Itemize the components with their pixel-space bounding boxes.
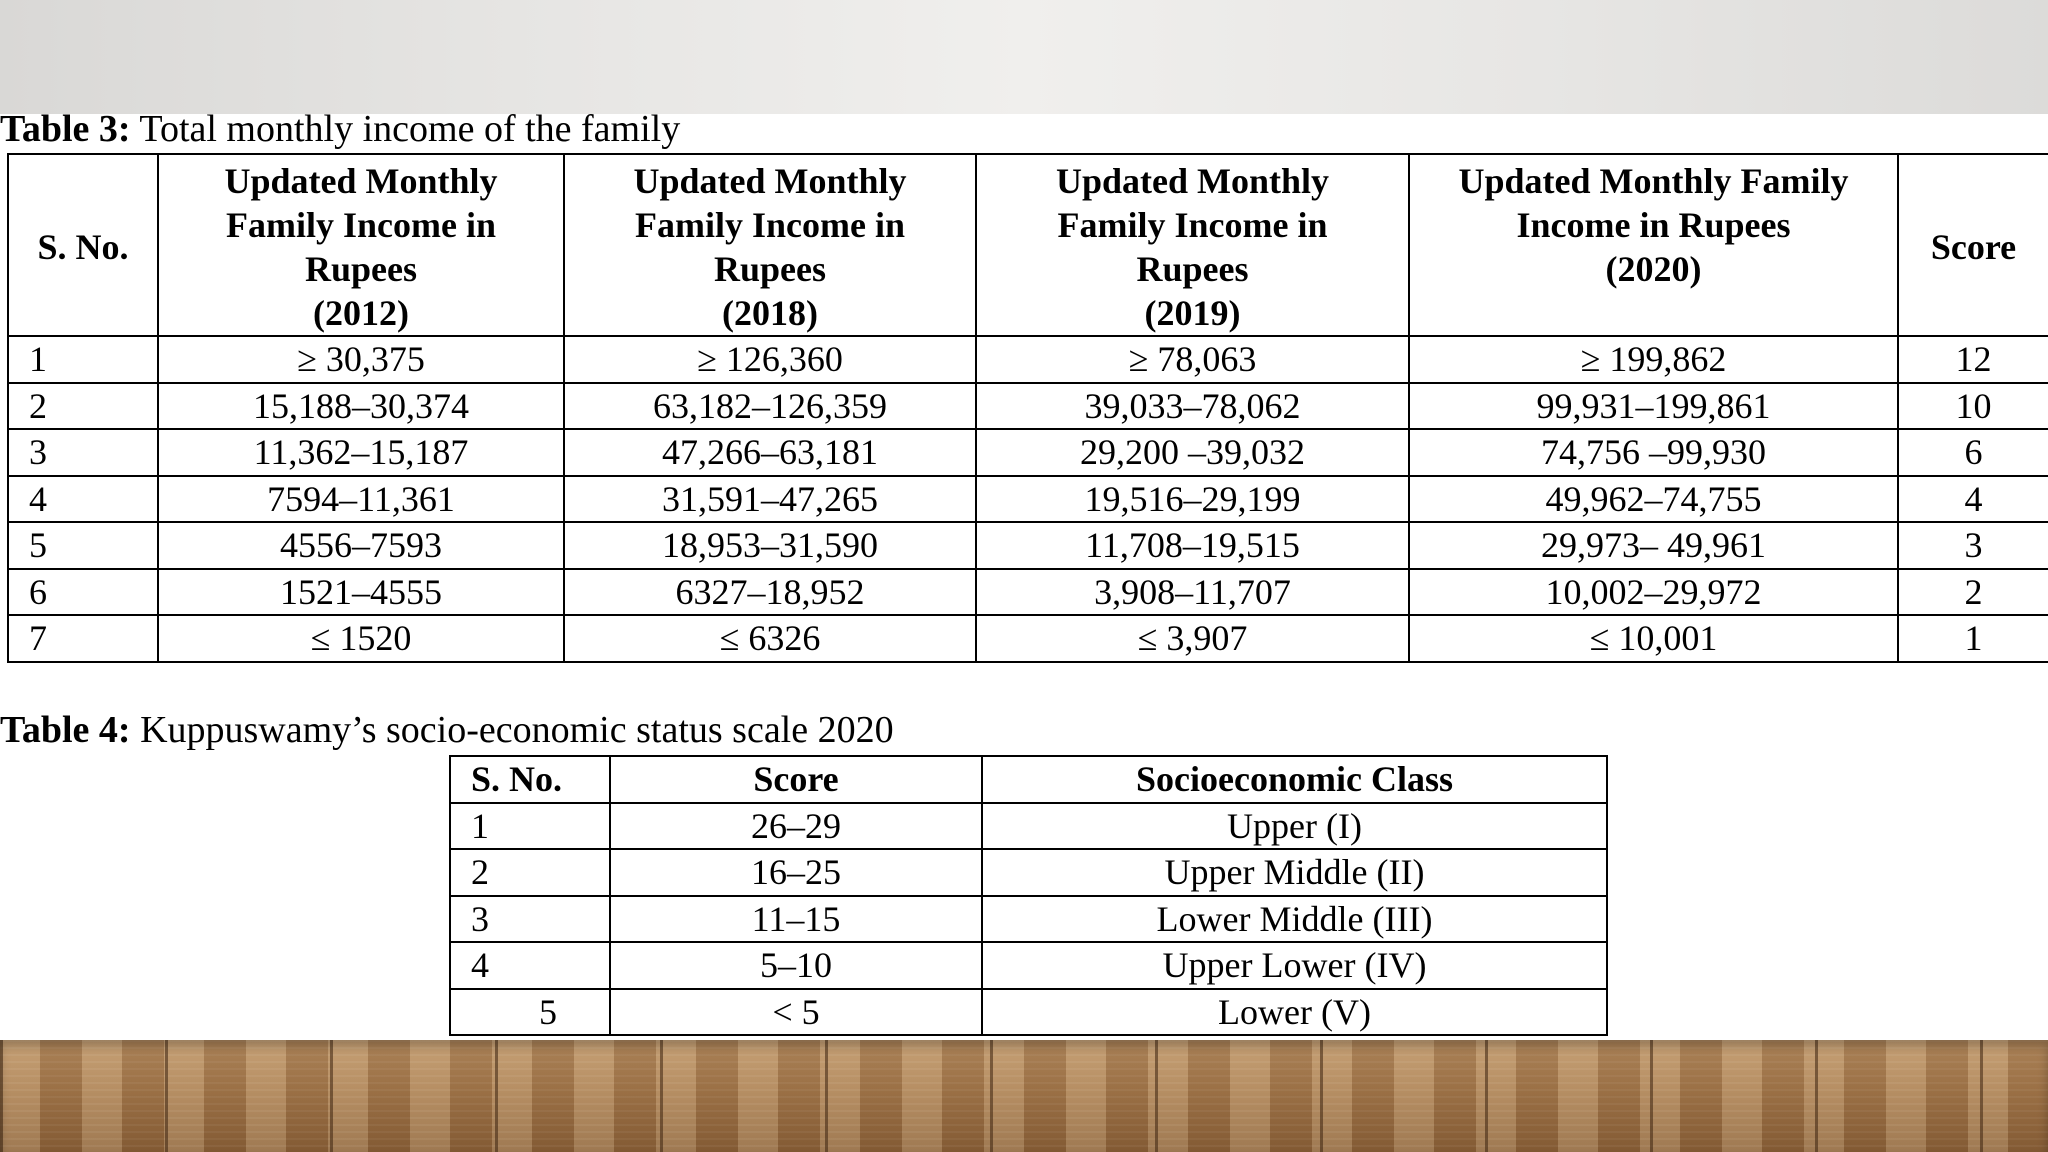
header-line: Score	[1930, 227, 2017, 267]
table-header-row	[450, 756, 1607, 803]
header-line: Updated Monthly	[1055, 161, 1330, 201]
table-row	[450, 942, 1607, 989]
cell-income-2019: ≥ 78,063	[976, 336, 1409, 383]
income-table	[7, 153, 2048, 663]
cell-income-2020: ≥ 199,862	[1409, 336, 1898, 383]
header-line: Rupees	[304, 249, 417, 289]
cell-score: 16–25	[610, 849, 982, 896]
col-header-income-2012	[158, 154, 564, 336]
cell-score: 5–10	[610, 942, 982, 989]
cell-score: 4	[1898, 476, 2048, 523]
col-header-class: Socioeconomic Class	[982, 756, 1607, 803]
wood-floor-background	[0, 1040, 2048, 1152]
cell-sno: 5	[8, 522, 158, 569]
table-row	[8, 429, 2048, 476]
cell-income-2020: 10,002–29,972	[1409, 569, 1898, 616]
cell-income-2012: ≤ 1520	[158, 615, 564, 662]
table-row	[8, 383, 2048, 430]
cell-sno: 1	[450, 803, 610, 850]
col-header-score: Score	[610, 756, 982, 803]
cell-income-2020: 99,931–199,861	[1409, 383, 1898, 430]
col-header-income-2019	[976, 154, 1409, 336]
cell-score: 10	[1898, 383, 2048, 430]
table4-caption-label: Table 4:	[0, 709, 131, 751]
cell-income-2020: 49,962–74,755	[1409, 476, 1898, 523]
cell-score: 12	[1898, 336, 2048, 383]
header-line: Rupees	[713, 249, 826, 289]
table4-caption-text: Kuppuswamy’s socio-economic status scale 2020	[130, 709, 894, 751]
cell-income-2019: 3,908–11,707	[976, 569, 1409, 616]
cell-income-2018: ≤ 6326	[564, 615, 976, 662]
cell-score: 3	[1898, 522, 2048, 569]
cell-score: 11–15	[610, 896, 982, 943]
cell-income-2018: 47,266–63,181	[564, 429, 976, 476]
header-line: (2020)	[1605, 249, 1702, 289]
col-header-score	[1898, 154, 2048, 336]
col-header-sno: S. No.	[450, 756, 610, 803]
cell-class: Lower Middle (III)	[982, 896, 1607, 943]
cell-sno: 1	[8, 336, 158, 383]
cell-income-2012: 15,188–30,374	[158, 383, 564, 430]
header-line: Income in Rupees	[1516, 205, 1791, 245]
cell-income-2019: 19,516–29,199	[976, 476, 1409, 523]
cell-score: 1	[1898, 615, 2048, 662]
cell-sno: 3	[450, 896, 610, 943]
header-line: Family Income in	[635, 205, 905, 245]
cell-sno: 2	[8, 383, 158, 430]
header-line: Updated Monthly	[224, 161, 498, 201]
col-header-sno	[8, 154, 158, 336]
slide-header-band	[0, 0, 2048, 114]
cell-class: Upper Middle (II)	[982, 849, 1607, 896]
table4-caption	[0, 710, 894, 750]
cell-class: Upper (I)	[982, 803, 1607, 850]
cell-sno: 7	[8, 615, 158, 662]
cell-sno: 2	[450, 849, 610, 896]
header-line: (2012)	[313, 293, 409, 333]
cell-income-2018: 6327–18,952	[564, 569, 976, 616]
table3-caption	[0, 109, 680, 149]
cell-sno: 3	[8, 429, 158, 476]
cell-sno: 6	[8, 569, 158, 616]
table-row	[8, 522, 2048, 569]
cell-income-2012: 1521–4555	[158, 569, 564, 616]
cell-score: 26–29	[610, 803, 982, 850]
table-row	[8, 336, 2048, 383]
cell-income-2018: 18,953–31,590	[564, 522, 976, 569]
col-header-income-2018	[564, 154, 976, 336]
table-row	[450, 896, 1607, 943]
cell-score: 2	[1898, 569, 2048, 616]
table3-caption-label: Table 3:	[0, 108, 131, 150]
cell-income-2012: ≥ 30,375	[158, 336, 564, 383]
cell-class: Lower (V)	[982, 989, 1607, 1036]
cell-sno: 4	[8, 476, 158, 523]
ses-scale-table	[449, 755, 1608, 1036]
header-line: Updated Monthly	[633, 161, 907, 201]
cell-class: Upper Lower (IV)	[982, 942, 1607, 989]
header-line: S. No.	[37, 227, 129, 267]
table-row	[8, 476, 2048, 523]
cell-score: < 5	[610, 989, 982, 1036]
cell-income-2019: 39,033–78,062	[976, 383, 1409, 430]
col-header-income-2020	[1409, 154, 1898, 336]
table3-caption-text: Total monthly income of the family	[130, 108, 681, 150]
table-row	[8, 569, 2048, 616]
cell-income-2018: ≥ 126,360	[564, 336, 976, 383]
cell-income-2012: 4556–7593	[158, 522, 564, 569]
cell-income-2019: 29,200 –39,032	[976, 429, 1409, 476]
cell-sno: 5	[450, 989, 610, 1036]
cell-income-2018: 31,591–47,265	[564, 476, 976, 523]
cell-income-2019: 11,708–19,515	[976, 522, 1409, 569]
cell-score: 6	[1898, 429, 2048, 476]
cell-income-2020: ≤ 10,001	[1409, 615, 1898, 662]
cell-income-2012: 7594–11,361	[158, 476, 564, 523]
table-row	[8, 615, 2048, 662]
cell-income-2020: 29,973– 49,961	[1409, 522, 1898, 569]
header-line: Family Income in	[1057, 205, 1328, 245]
table-row	[450, 989, 1607, 1036]
cell-sno: 4	[450, 942, 610, 989]
header-line: Rupees	[1136, 249, 1249, 289]
header-line: (2018)	[722, 293, 818, 333]
header-line: Family Income in	[226, 205, 496, 245]
cell-income-2012: 11,362–15,187	[158, 429, 564, 476]
cell-income-2020: 74,756 –99,930	[1409, 429, 1898, 476]
table-header-row	[8, 154, 2048, 336]
cell-income-2018: 63,182–126,359	[564, 383, 976, 430]
cell-income-2019: ≤ 3,907	[976, 615, 1409, 662]
table-row	[450, 849, 1607, 896]
header-line: Updated Monthly Family	[1458, 161, 1849, 201]
header-line: (2019)	[1144, 293, 1241, 333]
table-row	[450, 803, 1607, 850]
